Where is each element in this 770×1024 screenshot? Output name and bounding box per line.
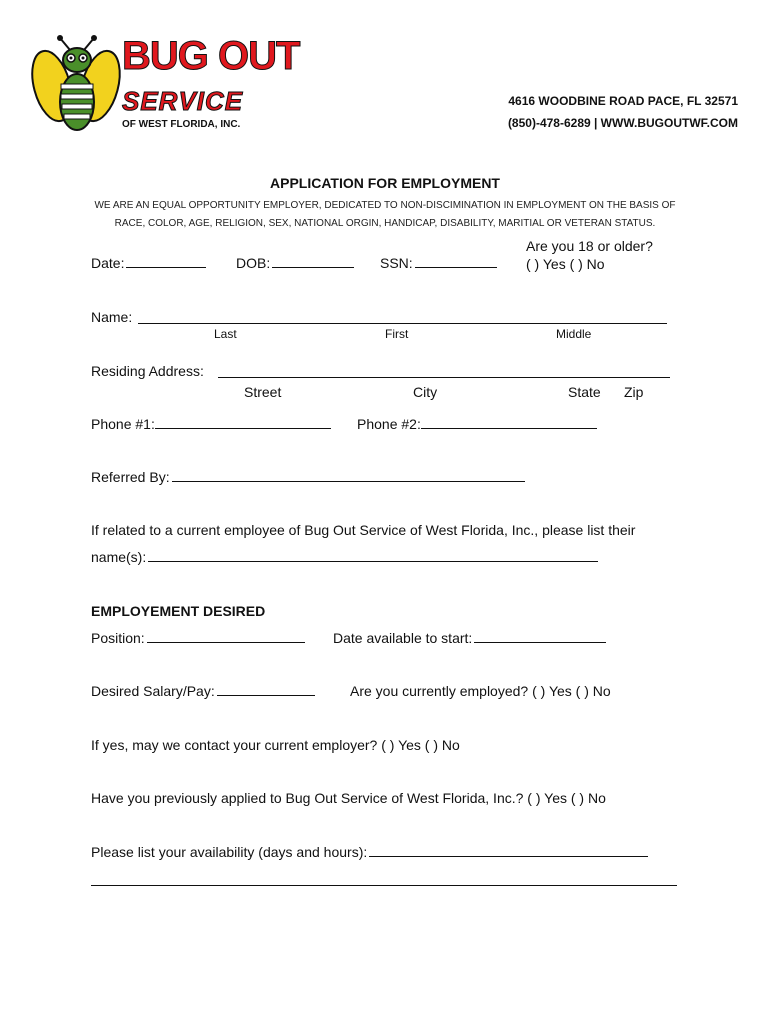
logo-tagline: OF WEST FLORIDA, INC. bbox=[122, 119, 241, 130]
referred-label: Referred By: bbox=[91, 469, 170, 485]
date-field[interactable] bbox=[91, 255, 206, 271]
company-address: 4616 WOODBINE ROAD PACE, FL 32571 bbox=[508, 94, 738, 108]
phone1-field[interactable] bbox=[91, 416, 331, 432]
section-employment-desired: EMPLOYEMENT DESIRED bbox=[91, 603, 266, 619]
age-question: Are you 18 or older? bbox=[526, 238, 653, 254]
phone2-field[interactable] bbox=[357, 416, 597, 432]
address-state-caption: State bbox=[568, 384, 601, 400]
ssn-field[interactable] bbox=[380, 255, 497, 271]
currently-employed-question[interactable]: Are you currently employed? ( ) Yes ( ) No bbox=[350, 683, 611, 699]
company-contact: (850)-478-6289 | WWW.BUGOUTWF.COM bbox=[507, 116, 738, 130]
dob-field[interactable] bbox=[236, 255, 354, 271]
ssn-label: SSN: bbox=[380, 255, 413, 271]
name-last-caption: Last bbox=[214, 327, 237, 341]
name-first-caption: First bbox=[385, 327, 409, 341]
form-title: APPLICATION FOR EMPLOYMENT bbox=[270, 175, 500, 191]
position-label: Position: bbox=[91, 630, 145, 646]
previously-applied-question[interactable]: Have you previously applied to Bug Out Service of West Florida, Inc.? ( ) Yes ( ) No bbox=[91, 790, 606, 806]
phone1-label: Phone #1: bbox=[91, 416, 155, 432]
salary-field[interactable] bbox=[91, 683, 315, 699]
salary-label: Desired Salary/Pay: bbox=[91, 683, 215, 699]
referred-field[interactable] bbox=[91, 469, 525, 485]
date-label: Date: bbox=[91, 255, 125, 271]
logo-subtitle: SERVICE bbox=[122, 86, 244, 116]
address-city-caption: City bbox=[413, 384, 438, 400]
company-logo bbox=[30, 34, 300, 134]
related-names-label: name(s): bbox=[91, 549, 147, 565]
address-zip-caption: Zip bbox=[624, 384, 644, 400]
eeo-statement-line1: WE ARE AN EQUAL OPPORTUNITY EMPLOYER, DEDICATED TO NON-DISCIMINATION IN EMPLOYMENT ON THE BASIS OF bbox=[94, 200, 676, 211]
related-names-field[interactable] bbox=[91, 549, 598, 565]
name-middle-caption: Middle bbox=[556, 327, 592, 341]
phone2-label: Phone #2: bbox=[357, 416, 421, 432]
address-line[interactable] bbox=[218, 377, 670, 378]
eeo-statement-line2: RACE, COLOR, AGE, RELIGION, SEX, NATIONAL ORGIN, HANDICAP, DISABILITY, MARITIAL OR VETERAN STATUS. bbox=[114, 218, 656, 229]
date-available-label: Date available to start: bbox=[333, 630, 473, 646]
dob-label: DOB: bbox=[236, 255, 271, 271]
name-label: Name: bbox=[91, 309, 133, 325]
availability-line-2[interactable] bbox=[91, 885, 677, 886]
date-available-field[interactable] bbox=[333, 630, 606, 646]
age-options[interactable]: ( ) Yes ( ) No bbox=[526, 256, 605, 272]
bee-mascot-icon bbox=[30, 34, 126, 134]
address-label: Residing Address: bbox=[91, 363, 204, 379]
availability-label: Please list your availability (days and hours): bbox=[91, 844, 368, 860]
name-line[interactable] bbox=[138, 323, 667, 324]
contact-employer-question[interactable]: If yes, may we contact your current employer? ( ) Yes ( ) No bbox=[91, 737, 460, 753]
address-street-caption: Street bbox=[244, 384, 282, 400]
logo-title: BUG OUT bbox=[122, 34, 300, 78]
related-employee-question: If related to a current employee of Bug Out Service of West Florida, Inc., please list their bbox=[91, 522, 636, 538]
availability-field[interactable] bbox=[91, 844, 648, 860]
position-field[interactable] bbox=[91, 630, 305, 646]
